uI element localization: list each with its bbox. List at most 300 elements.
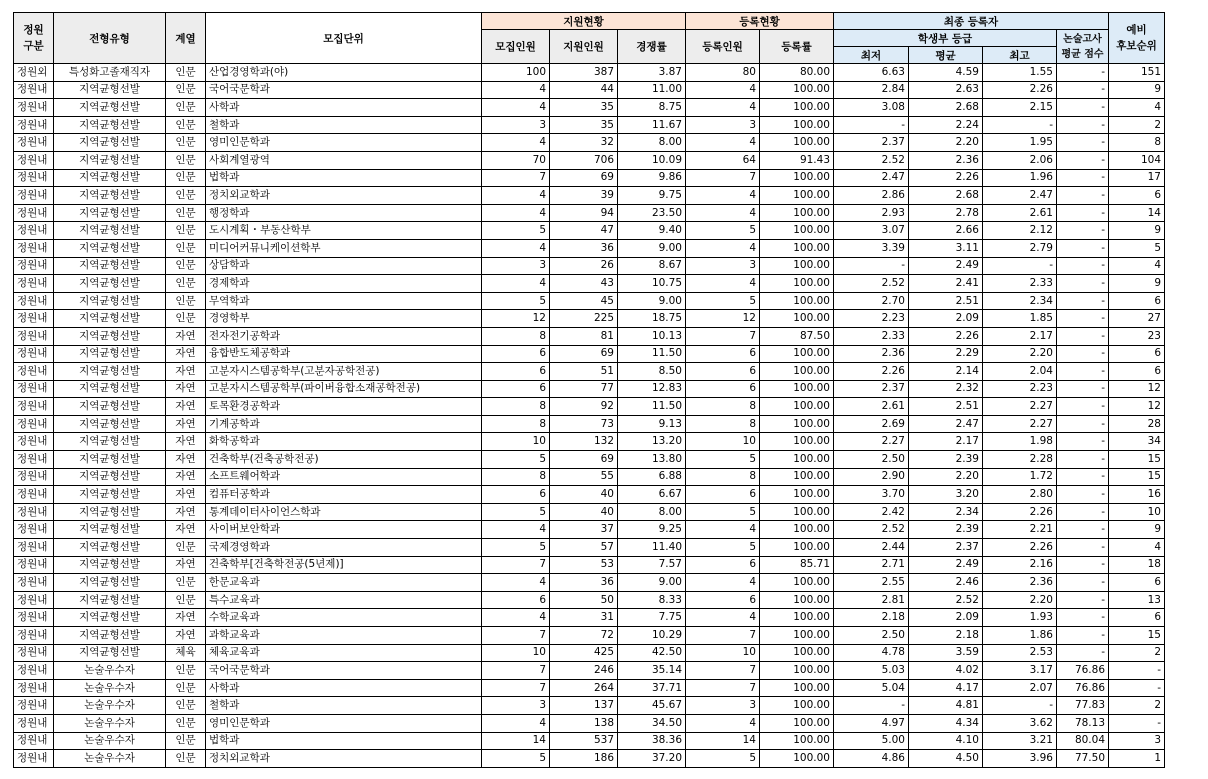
cell-grade-min: 2.27 [834, 433, 909, 451]
cell-registration-rate: 100.00 [760, 239, 834, 257]
cell-grade-avg: 2.14 [909, 363, 983, 381]
cell-ratio: 42.50 [618, 644, 686, 662]
cell-quota: 4 [482, 574, 550, 592]
cell-division: 정원내 [14, 574, 54, 592]
cell-registered: 5 [686, 503, 760, 521]
cell-unit: 산업경영학과(야) [206, 64, 482, 82]
cell-unit: 건축학부[건축학전공(5년제)] [206, 556, 482, 574]
cell-ratio: 11.50 [618, 398, 686, 416]
cell-ratio: 9.86 [618, 169, 686, 187]
cell-applicants: 45 [550, 292, 618, 310]
cell-track: 인문 [166, 574, 206, 592]
cell-registered: 10 [686, 433, 760, 451]
table-row [14, 451, 1165, 469]
cell-waitlist: 12 [1109, 398, 1165, 416]
table-row [14, 627, 1165, 645]
cell-quota: 5 [482, 539, 550, 557]
cell-applicants: 39 [550, 187, 618, 205]
cell-ratio: 11.67 [618, 116, 686, 134]
cell-essay-score: - [1057, 609, 1109, 627]
cell-track: 인문 [166, 310, 206, 328]
cell-grade-min: 2.52 [834, 521, 909, 539]
cell-grade-max: 3.62 [983, 714, 1057, 732]
cell-grade-max: 2.21 [983, 521, 1057, 539]
cell-grade-min: - [834, 116, 909, 134]
cell-grade-avg: 3.11 [909, 239, 983, 257]
header-applicants: 지원인원 [550, 30, 618, 64]
cell-grade-avg: 4.59 [909, 64, 983, 82]
cell-waitlist: 15 [1109, 468, 1165, 486]
cell-track: 인문 [166, 99, 206, 117]
cell-registration-rate: 100.00 [760, 398, 834, 416]
cell-grade-max: 1.86 [983, 627, 1057, 645]
cell-applicants: 50 [550, 591, 618, 609]
cell-track: 인문 [166, 151, 206, 169]
table-row [14, 697, 1165, 715]
cell-ratio: 9.25 [618, 521, 686, 539]
table-row [14, 204, 1165, 222]
cell-essay-score: 78.13 [1057, 714, 1109, 732]
admissions-table [13, 12, 1165, 768]
cell-unit: 토목환경공학과 [206, 398, 482, 416]
cell-applicants: 537 [550, 732, 618, 750]
cell-applicants: 35 [550, 99, 618, 117]
cell-unit: 사이버보안학과 [206, 521, 482, 539]
cell-grade-avg: 2.09 [909, 609, 983, 627]
cell-track: 자연 [166, 451, 206, 469]
cell-registered: 3 [686, 257, 760, 275]
cell-track: 인문 [166, 116, 206, 134]
cell-waitlist: 4 [1109, 99, 1165, 117]
cell-ratio: 38.36 [618, 732, 686, 750]
table-row [14, 134, 1165, 152]
cell-registered: 10 [686, 644, 760, 662]
cell-waitlist: 34 [1109, 433, 1165, 451]
cell-ratio: 35.14 [618, 662, 686, 680]
cell-grade-max: 2.79 [983, 239, 1057, 257]
cell-waitlist: 16 [1109, 486, 1165, 504]
table-row [14, 750, 1165, 768]
cell-ratio: 7.75 [618, 609, 686, 627]
cell-grade-avg: 2.26 [909, 169, 983, 187]
table-row [14, 433, 1165, 451]
cell-division: 정원외 [14, 64, 54, 82]
table-row [14, 486, 1165, 504]
cell-unit: 화학공학과 [206, 433, 482, 451]
cell-waitlist: 28 [1109, 415, 1165, 433]
table-row [14, 662, 1165, 680]
cell-applicants: 69 [550, 451, 618, 469]
cell-unit: 미디어커뮤니케이션학부 [206, 239, 482, 257]
cell-grade-max: 1.72 [983, 468, 1057, 486]
cell-grade-avg: 2.46 [909, 574, 983, 592]
cell-admission-type: 지역균형선발 [54, 327, 166, 345]
cell-division: 정원내 [14, 187, 54, 205]
cell-waitlist: 15 [1109, 627, 1165, 645]
cell-grade-min: 5.00 [834, 732, 909, 750]
cell-registered: 6 [686, 486, 760, 504]
cell-registration-rate: 100.00 [760, 433, 834, 451]
table-row [14, 64, 1165, 82]
header-division: 정원 구분 [14, 13, 54, 64]
table-row [14, 99, 1165, 117]
cell-grade-max: 2.27 [983, 398, 1057, 416]
admissions-spreadsheet [13, 12, 1165, 768]
cell-unit: 한문교육과 [206, 574, 482, 592]
cell-registration-rate: 100.00 [760, 591, 834, 609]
cell-grade-avg: 3.59 [909, 644, 983, 662]
header-registration-rate: 등록률 [760, 30, 834, 64]
cell-registered: 4 [686, 134, 760, 152]
cell-grade-min: 2.81 [834, 591, 909, 609]
cell-unit: 국제경영학과 [206, 539, 482, 557]
cell-ratio: 18.75 [618, 310, 686, 328]
cell-essay-score: - [1057, 275, 1109, 293]
cell-grade-min: 2.52 [834, 151, 909, 169]
cell-grade-max: 3.17 [983, 662, 1057, 680]
cell-ratio: 6.88 [618, 468, 686, 486]
cell-essay-score: - [1057, 116, 1109, 134]
cell-registered: 6 [686, 556, 760, 574]
cell-admission-type: 지역균형선발 [54, 134, 166, 152]
table-row [14, 521, 1165, 539]
cell-ratio: 10.75 [618, 275, 686, 293]
cell-grade-min: 2.52 [834, 275, 909, 293]
cell-waitlist: 2 [1109, 697, 1165, 715]
cell-registered: 12 [686, 310, 760, 328]
cell-grade-max: 2.36 [983, 574, 1057, 592]
cell-admission-type: 지역균형선발 [54, 222, 166, 240]
cell-ratio: 8.00 [618, 134, 686, 152]
cell-unit: 전자전기공학과 [206, 327, 482, 345]
table-row [14, 503, 1165, 521]
cell-track: 인문 [166, 662, 206, 680]
header-registration-status: 등록현황 [686, 13, 834, 30]
cell-applicants: 264 [550, 679, 618, 697]
cell-grade-avg: 4.34 [909, 714, 983, 732]
cell-quota: 3 [482, 257, 550, 275]
cell-unit: 영미인문학과 [206, 134, 482, 152]
cell-registration-rate: 100.00 [760, 486, 834, 504]
cell-waitlist: 9 [1109, 275, 1165, 293]
cell-registration-rate: 100.00 [760, 275, 834, 293]
cell-division: 정원내 [14, 486, 54, 504]
cell-division: 정원내 [14, 697, 54, 715]
cell-admission-type: 지역균형선발 [54, 433, 166, 451]
cell-track: 자연 [166, 415, 206, 433]
cell-division: 정원내 [14, 151, 54, 169]
cell-essay-score: - [1057, 486, 1109, 504]
table-row [14, 327, 1165, 345]
cell-grade-max: 2.28 [983, 451, 1057, 469]
cell-registered: 6 [686, 591, 760, 609]
cell-grade-avg: 2.68 [909, 99, 983, 117]
cell-grade-max: - [983, 116, 1057, 134]
table-row [14, 468, 1165, 486]
cell-track: 자연 [166, 363, 206, 381]
cell-quota: 8 [482, 398, 550, 416]
cell-grade-min: 2.50 [834, 451, 909, 469]
cell-applicants: 36 [550, 574, 618, 592]
cell-grade-min: 2.61 [834, 398, 909, 416]
cell-admission-type: 지역균형선발 [54, 239, 166, 257]
cell-registered: 4 [686, 275, 760, 293]
cell-admission-type: 지역균형선발 [54, 99, 166, 117]
cell-grade-avg: 2.34 [909, 503, 983, 521]
cell-track: 자연 [166, 433, 206, 451]
cell-division: 정원내 [14, 679, 54, 697]
cell-applicants: 40 [550, 486, 618, 504]
cell-ratio: 9.13 [618, 415, 686, 433]
cell-unit: 영미인문학과 [206, 714, 482, 732]
cell-track: 자연 [166, 380, 206, 398]
table-row [14, 275, 1165, 293]
cell-registration-rate: 100.00 [760, 345, 834, 363]
cell-quota: 4 [482, 521, 550, 539]
cell-essay-score: - [1057, 398, 1109, 416]
cell-admission-type: 지역균형선발 [54, 169, 166, 187]
cell-grade-min: 2.26 [834, 363, 909, 381]
header-grade-max: 최고 [983, 47, 1057, 64]
cell-essay-score: 76.86 [1057, 679, 1109, 697]
cell-waitlist: 9 [1109, 222, 1165, 240]
cell-ratio: 10.09 [618, 151, 686, 169]
cell-track: 자연 [166, 327, 206, 345]
cell-unit: 건축학부(건축공학전공) [206, 451, 482, 469]
cell-division: 정원내 [14, 380, 54, 398]
cell-quota: 4 [482, 204, 550, 222]
cell-registered: 6 [686, 345, 760, 363]
cell-admission-type: 지역균형선발 [54, 310, 166, 328]
cell-quota: 4 [482, 275, 550, 293]
cell-ratio: 11.00 [618, 81, 686, 99]
cell-quota: 8 [482, 468, 550, 486]
cell-admission-type: 지역균형선발 [54, 345, 166, 363]
cell-quota: 6 [482, 380, 550, 398]
cell-quota: 14 [482, 732, 550, 750]
cell-grade-min: 5.04 [834, 679, 909, 697]
table-row [14, 380, 1165, 398]
cell-registration-rate: 100.00 [760, 415, 834, 433]
cell-unit: 국어국문학과 [206, 81, 482, 99]
cell-grade-avg: 2.52 [909, 591, 983, 609]
cell-grade-avg: 2.17 [909, 433, 983, 451]
cell-waitlist: 27 [1109, 310, 1165, 328]
table-row [14, 239, 1165, 257]
cell-division: 정원내 [14, 134, 54, 152]
cell-waitlist: - [1109, 714, 1165, 732]
cell-admission-type: 논술우수자 [54, 697, 166, 715]
cell-unit: 통계데이터사이언스학과 [206, 503, 482, 521]
cell-admission-type: 지역균형선발 [54, 116, 166, 134]
cell-track: 자연 [166, 398, 206, 416]
cell-applicants: 132 [550, 433, 618, 451]
cell-quota: 4 [482, 81, 550, 99]
cell-admission-type: 지역균형선발 [54, 521, 166, 539]
cell-division: 정원내 [14, 451, 54, 469]
cell-division: 정원내 [14, 99, 54, 117]
cell-waitlist: 2 [1109, 644, 1165, 662]
header-ratio: 경쟁률 [618, 30, 686, 64]
cell-essay-score: - [1057, 99, 1109, 117]
cell-grade-min: 2.23 [834, 310, 909, 328]
cell-grade-max: 1.85 [983, 310, 1057, 328]
cell-registered: 5 [686, 750, 760, 768]
cell-admission-type: 지역균형선발 [54, 539, 166, 557]
header-final-registrants: 최종 등록자 [834, 13, 1109, 30]
cell-quota: 12 [482, 310, 550, 328]
cell-essay-score: - [1057, 468, 1109, 486]
cell-registration-rate: 100.00 [760, 468, 834, 486]
cell-essay-score: - [1057, 380, 1109, 398]
cell-waitlist: 15 [1109, 451, 1165, 469]
cell-grade-max: 2.23 [983, 380, 1057, 398]
cell-admission-type: 지역균형선발 [54, 257, 166, 275]
cell-unit: 정치외교학과 [206, 750, 482, 768]
cell-grade-avg: 2.36 [909, 151, 983, 169]
cell-registration-rate: 100.00 [760, 222, 834, 240]
cell-registered: 14 [686, 732, 760, 750]
cell-unit: 과학교육과 [206, 627, 482, 645]
cell-ratio: 3.87 [618, 64, 686, 82]
cell-quota: 5 [482, 451, 550, 469]
cell-essay-score: - [1057, 591, 1109, 609]
cell-track: 인문 [166, 81, 206, 99]
cell-division: 정원내 [14, 116, 54, 134]
cell-unit: 소프트웨어학과 [206, 468, 482, 486]
cell-registration-rate: 85.71 [760, 556, 834, 574]
cell-quota: 6 [482, 345, 550, 363]
cell-quota: 100 [482, 64, 550, 82]
cell-grade-min: 2.42 [834, 503, 909, 521]
cell-grade-min: 2.90 [834, 468, 909, 486]
header-quota: 모집인원 [482, 30, 550, 64]
cell-registered: 7 [686, 169, 760, 187]
cell-admission-type: 지역균형선발 [54, 204, 166, 222]
table-body [14, 64, 1165, 768]
cell-waitlist: 14 [1109, 204, 1165, 222]
cell-essay-score: - [1057, 257, 1109, 275]
cell-grade-min: 2.37 [834, 134, 909, 152]
table-row [14, 81, 1165, 99]
cell-admission-type: 지역균형선발 [54, 380, 166, 398]
cell-applicants: 246 [550, 662, 618, 680]
cell-registration-rate: 100.00 [760, 204, 834, 222]
cell-admission-type: 지역균형선발 [54, 574, 166, 592]
cell-unit: 행정학과 [206, 204, 482, 222]
cell-grade-max: 2.17 [983, 327, 1057, 345]
table-row [14, 679, 1165, 697]
cell-grade-max: 2.26 [983, 539, 1057, 557]
cell-unit: 사학과 [206, 99, 482, 117]
cell-grade-min: 2.69 [834, 415, 909, 433]
cell-quota: 4 [482, 99, 550, 117]
cell-applicants: 137 [550, 697, 618, 715]
cell-track: 인문 [166, 204, 206, 222]
cell-applicants: 387 [550, 64, 618, 82]
cell-registration-rate: 100.00 [760, 714, 834, 732]
cell-registration-rate: 100.00 [760, 257, 834, 275]
cell-unit: 무역학과 [206, 292, 482, 310]
cell-division: 정원내 [14, 257, 54, 275]
cell-grade-avg: 2.39 [909, 521, 983, 539]
cell-essay-score: 77.50 [1057, 750, 1109, 768]
cell-registered: 7 [686, 662, 760, 680]
cell-division: 정원내 [14, 204, 54, 222]
table-row [14, 363, 1165, 381]
cell-ratio: 37.20 [618, 750, 686, 768]
cell-applicants: 186 [550, 750, 618, 768]
cell-applicants: 77 [550, 380, 618, 398]
cell-admission-type: 지역균형선발 [54, 187, 166, 205]
cell-track: 자연 [166, 486, 206, 504]
cell-essay-score: - [1057, 239, 1109, 257]
cell-applicants: 53 [550, 556, 618, 574]
cell-applicants: 40 [550, 503, 618, 521]
cell-quota: 7 [482, 627, 550, 645]
cell-grade-avg: 2.47 [909, 415, 983, 433]
cell-registered: 5 [686, 222, 760, 240]
cell-registration-rate: 100.00 [760, 99, 834, 117]
cell-ratio: 8.33 [618, 591, 686, 609]
cell-essay-score: - [1057, 627, 1109, 645]
cell-division: 정원내 [14, 292, 54, 310]
cell-essay-score: - [1057, 64, 1109, 82]
cell-essay-score: - [1057, 169, 1109, 187]
cell-division: 정원내 [14, 468, 54, 486]
cell-grade-min: 2.37 [834, 380, 909, 398]
cell-applicants: 138 [550, 714, 618, 732]
cell-track: 자연 [166, 609, 206, 627]
cell-division: 정원내 [14, 503, 54, 521]
cell-registered: 8 [686, 398, 760, 416]
cell-registered: 5 [686, 292, 760, 310]
cell-track: 인문 [166, 257, 206, 275]
cell-registration-rate: 100.00 [760, 679, 834, 697]
cell-waitlist: - [1109, 662, 1165, 680]
header-grade-min: 최저 [834, 47, 909, 64]
cell-waitlist: 13 [1109, 591, 1165, 609]
cell-division: 정원내 [14, 345, 54, 363]
cell-admission-type: 지역균형선발 [54, 486, 166, 504]
cell-essay-score: - [1057, 345, 1109, 363]
cell-applicants: 706 [550, 151, 618, 169]
cell-quota: 4 [482, 187, 550, 205]
table-row [14, 644, 1165, 662]
cell-applicants: 81 [550, 327, 618, 345]
cell-applicants: 72 [550, 627, 618, 645]
cell-essay-score: - [1057, 292, 1109, 310]
cell-quota: 4 [482, 609, 550, 627]
cell-essay-score: - [1057, 574, 1109, 592]
cell-ratio: 12.83 [618, 380, 686, 398]
cell-waitlist: - [1109, 679, 1165, 697]
cell-track: 인문 [166, 64, 206, 82]
cell-registered: 3 [686, 116, 760, 134]
cell-grade-avg: 4.10 [909, 732, 983, 750]
cell-registration-rate: 100.00 [760, 134, 834, 152]
cell-quota: 6 [482, 363, 550, 381]
cell-grade-max: 2.53 [983, 644, 1057, 662]
cell-quota: 6 [482, 591, 550, 609]
cell-registration-rate: 100.00 [760, 521, 834, 539]
cell-registration-rate: 80.00 [760, 64, 834, 82]
cell-waitlist: 151 [1109, 64, 1165, 82]
cell-quota: 5 [482, 750, 550, 768]
cell-grade-min: 2.93 [834, 204, 909, 222]
table-row [14, 591, 1165, 609]
cell-ratio: 8.50 [618, 363, 686, 381]
